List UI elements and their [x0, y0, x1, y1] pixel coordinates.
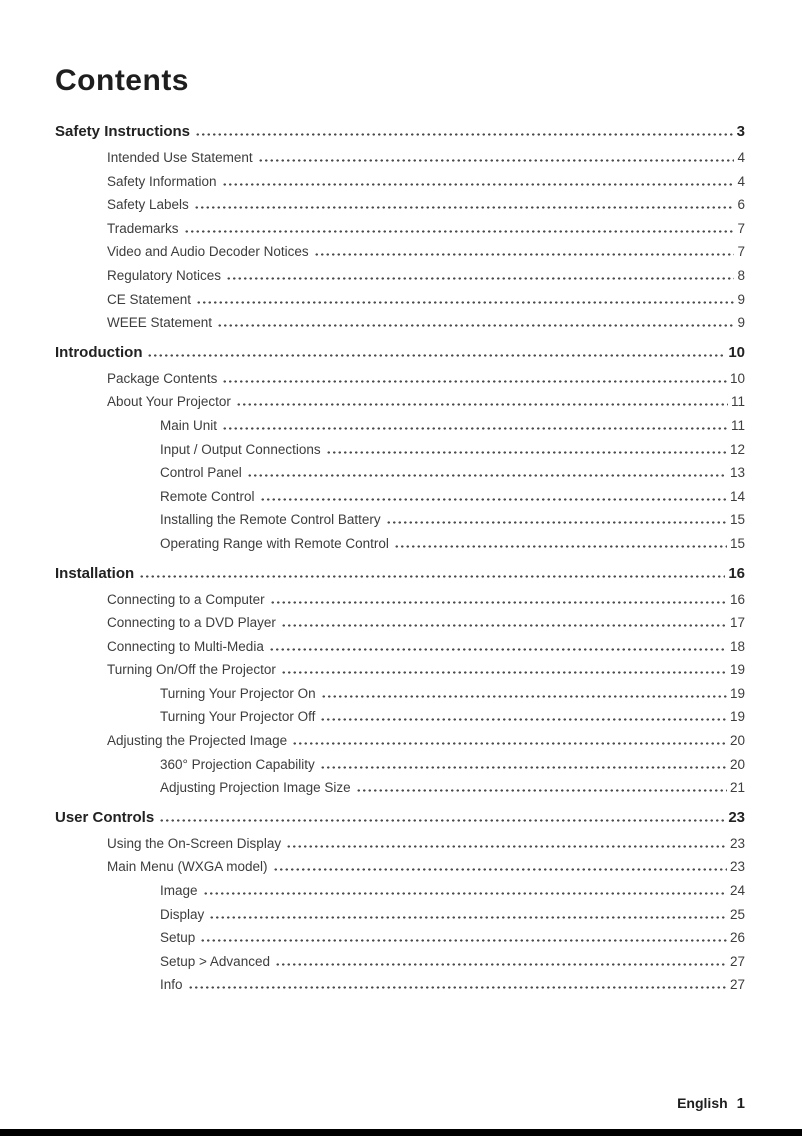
- toc-item-label: Connecting to a DVD Player: [107, 615, 276, 631]
- toc-section-page: 16: [728, 564, 745, 582]
- toc-section-row: [55, 114, 745, 146]
- toc-item-row: [55, 588, 745, 612]
- toc-item-page: 9: [737, 291, 745, 307]
- toc-item-page: 25: [729, 906, 745, 922]
- toc-item-page: 6: [737, 197, 745, 213]
- toc-item-label: Safety Information: [107, 173, 217, 189]
- toc-item-row: [55, 658, 745, 682]
- toc-item-row: [55, 193, 745, 217]
- dot-leader: [292, 742, 727, 745]
- toc-item-row: [55, 635, 745, 659]
- toc-item-row: [55, 508, 745, 532]
- toc-item-row: [55, 532, 745, 556]
- toc-item-page: 7: [737, 244, 745, 260]
- dot-leader: [281, 624, 727, 627]
- toc-item-page: 26: [729, 930, 745, 946]
- dot-leader: [260, 498, 727, 501]
- toc-item-label: Adjusting Projection Image Size: [160, 780, 351, 796]
- dot-leader: [386, 521, 727, 524]
- dot-leader: [394, 545, 727, 548]
- bottom-bar: [0, 1129, 802, 1136]
- toc-item-page: 17: [729, 615, 745, 631]
- toc-item-page: 16: [729, 591, 745, 607]
- dot-leader: [196, 301, 734, 304]
- toc-item-row: [55, 217, 745, 241]
- toc-item-page: 20: [729, 733, 745, 749]
- toc-item-row: [55, 753, 745, 777]
- toc-item-row: [55, 776, 745, 800]
- toc-item-page: 4: [737, 173, 745, 189]
- dot-leader: [326, 451, 727, 454]
- toc-item-row: [55, 288, 745, 312]
- toc-item-label: Video and Audio Decoder Notices: [107, 244, 309, 260]
- dot-leader: [188, 986, 727, 989]
- dot-leader: [217, 324, 734, 327]
- toc-item-row: [55, 682, 745, 706]
- footer-page-number: 1: [736, 1095, 745, 1112]
- toc-item-label: Main Unit: [160, 417, 218, 433]
- toc-item-row: [55, 926, 745, 950]
- toc-item-label: Intended Use Statement: [107, 150, 253, 165]
- toc-item-row: [55, 461, 745, 485]
- toc-item-label: Turning On/Off the Projector: [107, 662, 276, 678]
- dot-leader: [320, 766, 727, 769]
- toc-item-page: 19: [729, 685, 745, 701]
- dot-leader: [356, 789, 727, 792]
- toc-item-row: [55, 485, 745, 509]
- toc-item-label: Setup > Advanced: [160, 953, 270, 969]
- toc-item-label: Display: [160, 906, 205, 922]
- toc-section-page: 10: [728, 343, 745, 361]
- toc-item-label: Package Contents: [107, 370, 218, 386]
- dot-leader: [139, 575, 725, 578]
- dot-leader: [320, 718, 727, 721]
- toc-item-row: [55, 438, 745, 462]
- toc-item-page: 4: [737, 150, 745, 165]
- toc-item-page: 23: [729, 859, 745, 875]
- toc-section-label: Safety Instructions: [55, 123, 191, 140]
- toc-item-label: Using the On-Screen Display: [107, 835, 282, 851]
- toc-item-label: Main Menu (WXGA model): [107, 859, 268, 875]
- toc-section-label: Introduction: [55, 343, 143, 361]
- toc-item-row: [55, 950, 745, 974]
- dot-leader: [209, 916, 727, 919]
- dot-leader: [222, 183, 735, 186]
- dot-leader: [247, 474, 727, 477]
- toc-item-label: Safety Labels: [107, 197, 189, 213]
- dot-leader: [222, 427, 728, 430]
- toc-item-label: Turning Your Projector On: [160, 685, 316, 701]
- dot-leader: [222, 380, 727, 383]
- toc-item-page: 27: [729, 977, 745, 993]
- toc-item-label: Regulatory Notices: [107, 267, 222, 283]
- toc-item-label: CE Statement: [107, 291, 192, 307]
- toc-item-label: 360° Projection Capability: [160, 756, 315, 772]
- toc-item-page: 19: [729, 709, 745, 725]
- toc-item-row: [55, 705, 745, 729]
- page-title: Contents: [55, 64, 189, 97]
- toc-item-page: 7: [737, 220, 745, 236]
- dot-leader: [269, 648, 727, 651]
- toc-item-label: Turning Your Projector Off: [160, 709, 316, 725]
- toc-item-row: [55, 973, 745, 997]
- toc-section-row: [55, 800, 745, 832]
- toc-item-row: [55, 240, 745, 264]
- toc-item-row: [55, 611, 745, 635]
- toc-item-page: 9: [737, 315, 745, 331]
- toc-item-label: Connecting to a Computer: [107, 591, 265, 607]
- dot-leader: [314, 253, 735, 256]
- toc-item-page: 13: [729, 465, 745, 481]
- toc-item-page: 8: [737, 267, 745, 283]
- toc-item-page: 10: [729, 370, 745, 386]
- dot-leader: [270, 601, 727, 604]
- toc-section-label: User Controls: [55, 808, 155, 826]
- toc-item-label: Setup: [160, 930, 196, 946]
- toc-item-row: [55, 264, 745, 288]
- dot-leader: [194, 206, 735, 209]
- dot-leader: [200, 939, 727, 942]
- toc-item-page: 23: [729, 835, 745, 851]
- toc-item-page: 11: [730, 394, 745, 410]
- toc-item-row: [55, 414, 745, 438]
- toc-item-label: Operating Range with Remote Control: [160, 535, 389, 551]
- footer-language-label: English: [677, 1095, 728, 1111]
- dot-leader: [321, 695, 727, 698]
- toc-item-page: 15: [729, 512, 745, 528]
- toc-item-page: 11: [730, 417, 745, 433]
- dot-leader: [203, 892, 727, 895]
- toc-item-row: [55, 855, 745, 879]
- toc-item-row: [55, 729, 745, 753]
- toc-section-page: 23: [728, 808, 745, 826]
- dot-leader: [236, 403, 728, 406]
- dot-leader: [281, 671, 727, 674]
- dot-leader: [147, 354, 725, 357]
- toc-item-page: 15: [729, 535, 745, 551]
- toc-section-row: [55, 335, 745, 367]
- toc-item-label: Connecting to Multi-Media: [107, 638, 264, 654]
- toc-item-page: 19: [729, 662, 745, 678]
- toc-item-row: [55, 390, 745, 414]
- toc-item-row: [55, 879, 745, 903]
- toc-item-row: [55, 903, 745, 927]
- toc-item-row: [55, 367, 745, 391]
- toc-item-page: 24: [729, 883, 745, 899]
- toc-item-page: 21: [729, 780, 745, 796]
- dot-leader: [184, 230, 735, 233]
- toc-item-label: Installing the Remote Control Battery: [160, 512, 381, 528]
- dot-leader: [258, 159, 735, 162]
- toc-item-row: [55, 311, 745, 335]
- toc: [55, 114, 745, 997]
- toc-section-row: [55, 556, 745, 588]
- toc-item-label: Trademarks: [107, 220, 179, 236]
- dot-leader: [286, 845, 727, 848]
- toc-item-page: 20: [729, 756, 745, 772]
- toc-item-label: Adjusting the Projected Image: [107, 733, 288, 749]
- toc-item-label: WEEE Statement: [107, 315, 213, 331]
- dot-leader: [275, 963, 727, 966]
- dot-leader: [273, 868, 727, 871]
- dot-leader: [195, 133, 734, 136]
- toc-item-label: Remote Control: [160, 488, 255, 504]
- dot-leader: [226, 277, 734, 280]
- toc-section-label: Installation: [55, 564, 135, 582]
- footer: [677, 1095, 745, 1112]
- toc-item-page: 12: [729, 441, 745, 457]
- toc-item-row: [55, 146, 745, 170]
- toc-item-page: 18: [729, 638, 745, 654]
- toc-item-label: Info: [160, 977, 183, 993]
- toc-item-label: Image: [160, 883, 198, 899]
- toc-item-row: [55, 832, 745, 856]
- toc-section-page: 3: [736, 123, 745, 140]
- toc-item-label: About Your Projector: [107, 394, 231, 410]
- dot-leader: [159, 819, 725, 822]
- toc-item-row: [55, 170, 745, 194]
- toc-item-page: 14: [729, 488, 745, 504]
- toc-item-label: Input / Output Connections: [160, 441, 321, 457]
- toc-item-label: Control Panel: [160, 465, 242, 481]
- toc-item-page: 27: [729, 953, 745, 969]
